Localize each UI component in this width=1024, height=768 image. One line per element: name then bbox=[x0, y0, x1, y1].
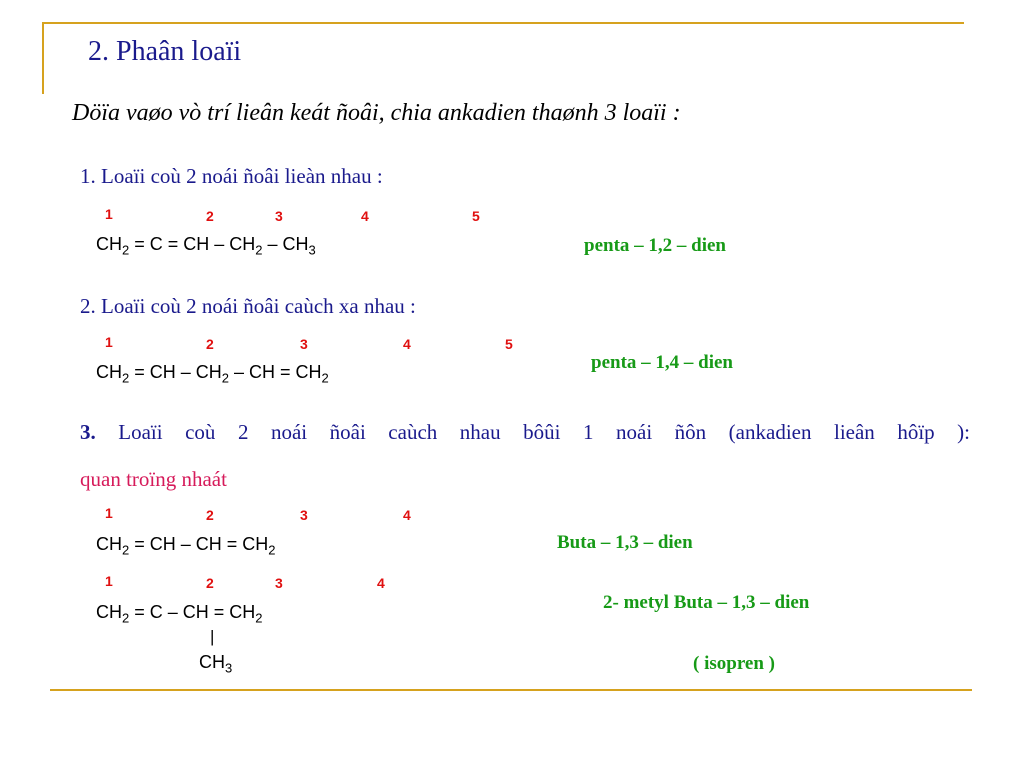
intro-text: Döïa vaøo vò trí lieân keát ñoâi, chia ankadien thaønh 3 loaïi : bbox=[72, 100, 681, 126]
compound-name: penta – 1,2 – dien bbox=[584, 235, 726, 256]
carbon-number: 4 bbox=[403, 336, 411, 352]
frame-left-line bbox=[42, 22, 44, 94]
formula-penta-1-2-dien: $CH_2 = C$ = CH – $CH_2 - CH_3$ bbox=[96, 234, 316, 258]
carbon-number: 2 bbox=[206, 575, 214, 591]
item-3-heading: 3. Loaïi coù 2 noái ñoâi caùch nhau bôûi 1 noái ñôn (ankadien lieân hôïp ): bbox=[80, 420, 970, 444]
slide-title: 2. Phaân loaïi bbox=[88, 36, 242, 67]
carbon-number: 1 bbox=[105, 505, 113, 521]
important-note: quan troïng nhaát bbox=[80, 467, 227, 491]
carbon-number: 2 bbox=[206, 208, 214, 224]
carbon-number: 3 bbox=[275, 208, 283, 224]
carbon-number: 5 bbox=[505, 336, 513, 352]
compound-name: penta – 1,4 – dien bbox=[591, 352, 733, 373]
carbon-number: 4 bbox=[377, 575, 385, 591]
formula-penta-1-4-dien: $CH_2$ = CH – $CH_2$ – CH = $CH_2$ bbox=[96, 362, 329, 386]
carbon-number: 4 bbox=[403, 507, 411, 523]
carbon-number: 1 bbox=[105, 206, 113, 222]
branch-bond: | bbox=[210, 627, 215, 646]
formula-isoprene: $CH_2 = C$ – CH = $CH_2$ bbox=[96, 602, 263, 626]
carbon-number: 2 bbox=[206, 336, 214, 352]
frame-top-line bbox=[42, 22, 964, 24]
carbon-number: 3 bbox=[300, 336, 308, 352]
frame-bottom-line bbox=[50, 689, 972, 691]
formula-buta-1-3-dien: $CH_2$ = CH – CH = $CH_2$ bbox=[96, 534, 276, 558]
carbon-number: 1 bbox=[105, 334, 113, 350]
carbon-number: 4 bbox=[361, 208, 369, 224]
common-name: ( isopren ) bbox=[693, 653, 775, 674]
compound-name: 2- metyl Buta – 1,3 – dien bbox=[603, 592, 810, 613]
carbon-number: 2 bbox=[206, 507, 214, 523]
compound-name: Buta – 1,3 – dien bbox=[557, 532, 693, 553]
carbon-number: 3 bbox=[275, 575, 283, 591]
carbon-number: 5 bbox=[472, 208, 480, 224]
methyl-branch: $CH_3$ bbox=[199, 652, 233, 676]
carbon-number: 3 bbox=[300, 507, 308, 523]
carbon-number: 1 bbox=[105, 573, 113, 589]
item-2-heading: 2. Loaïi coù 2 noái ñoâi caùch xa nhau : bbox=[80, 294, 416, 318]
item-1-heading: 1. Loaïi coù 2 noái ñoâi lieàn nhau : bbox=[80, 164, 383, 188]
